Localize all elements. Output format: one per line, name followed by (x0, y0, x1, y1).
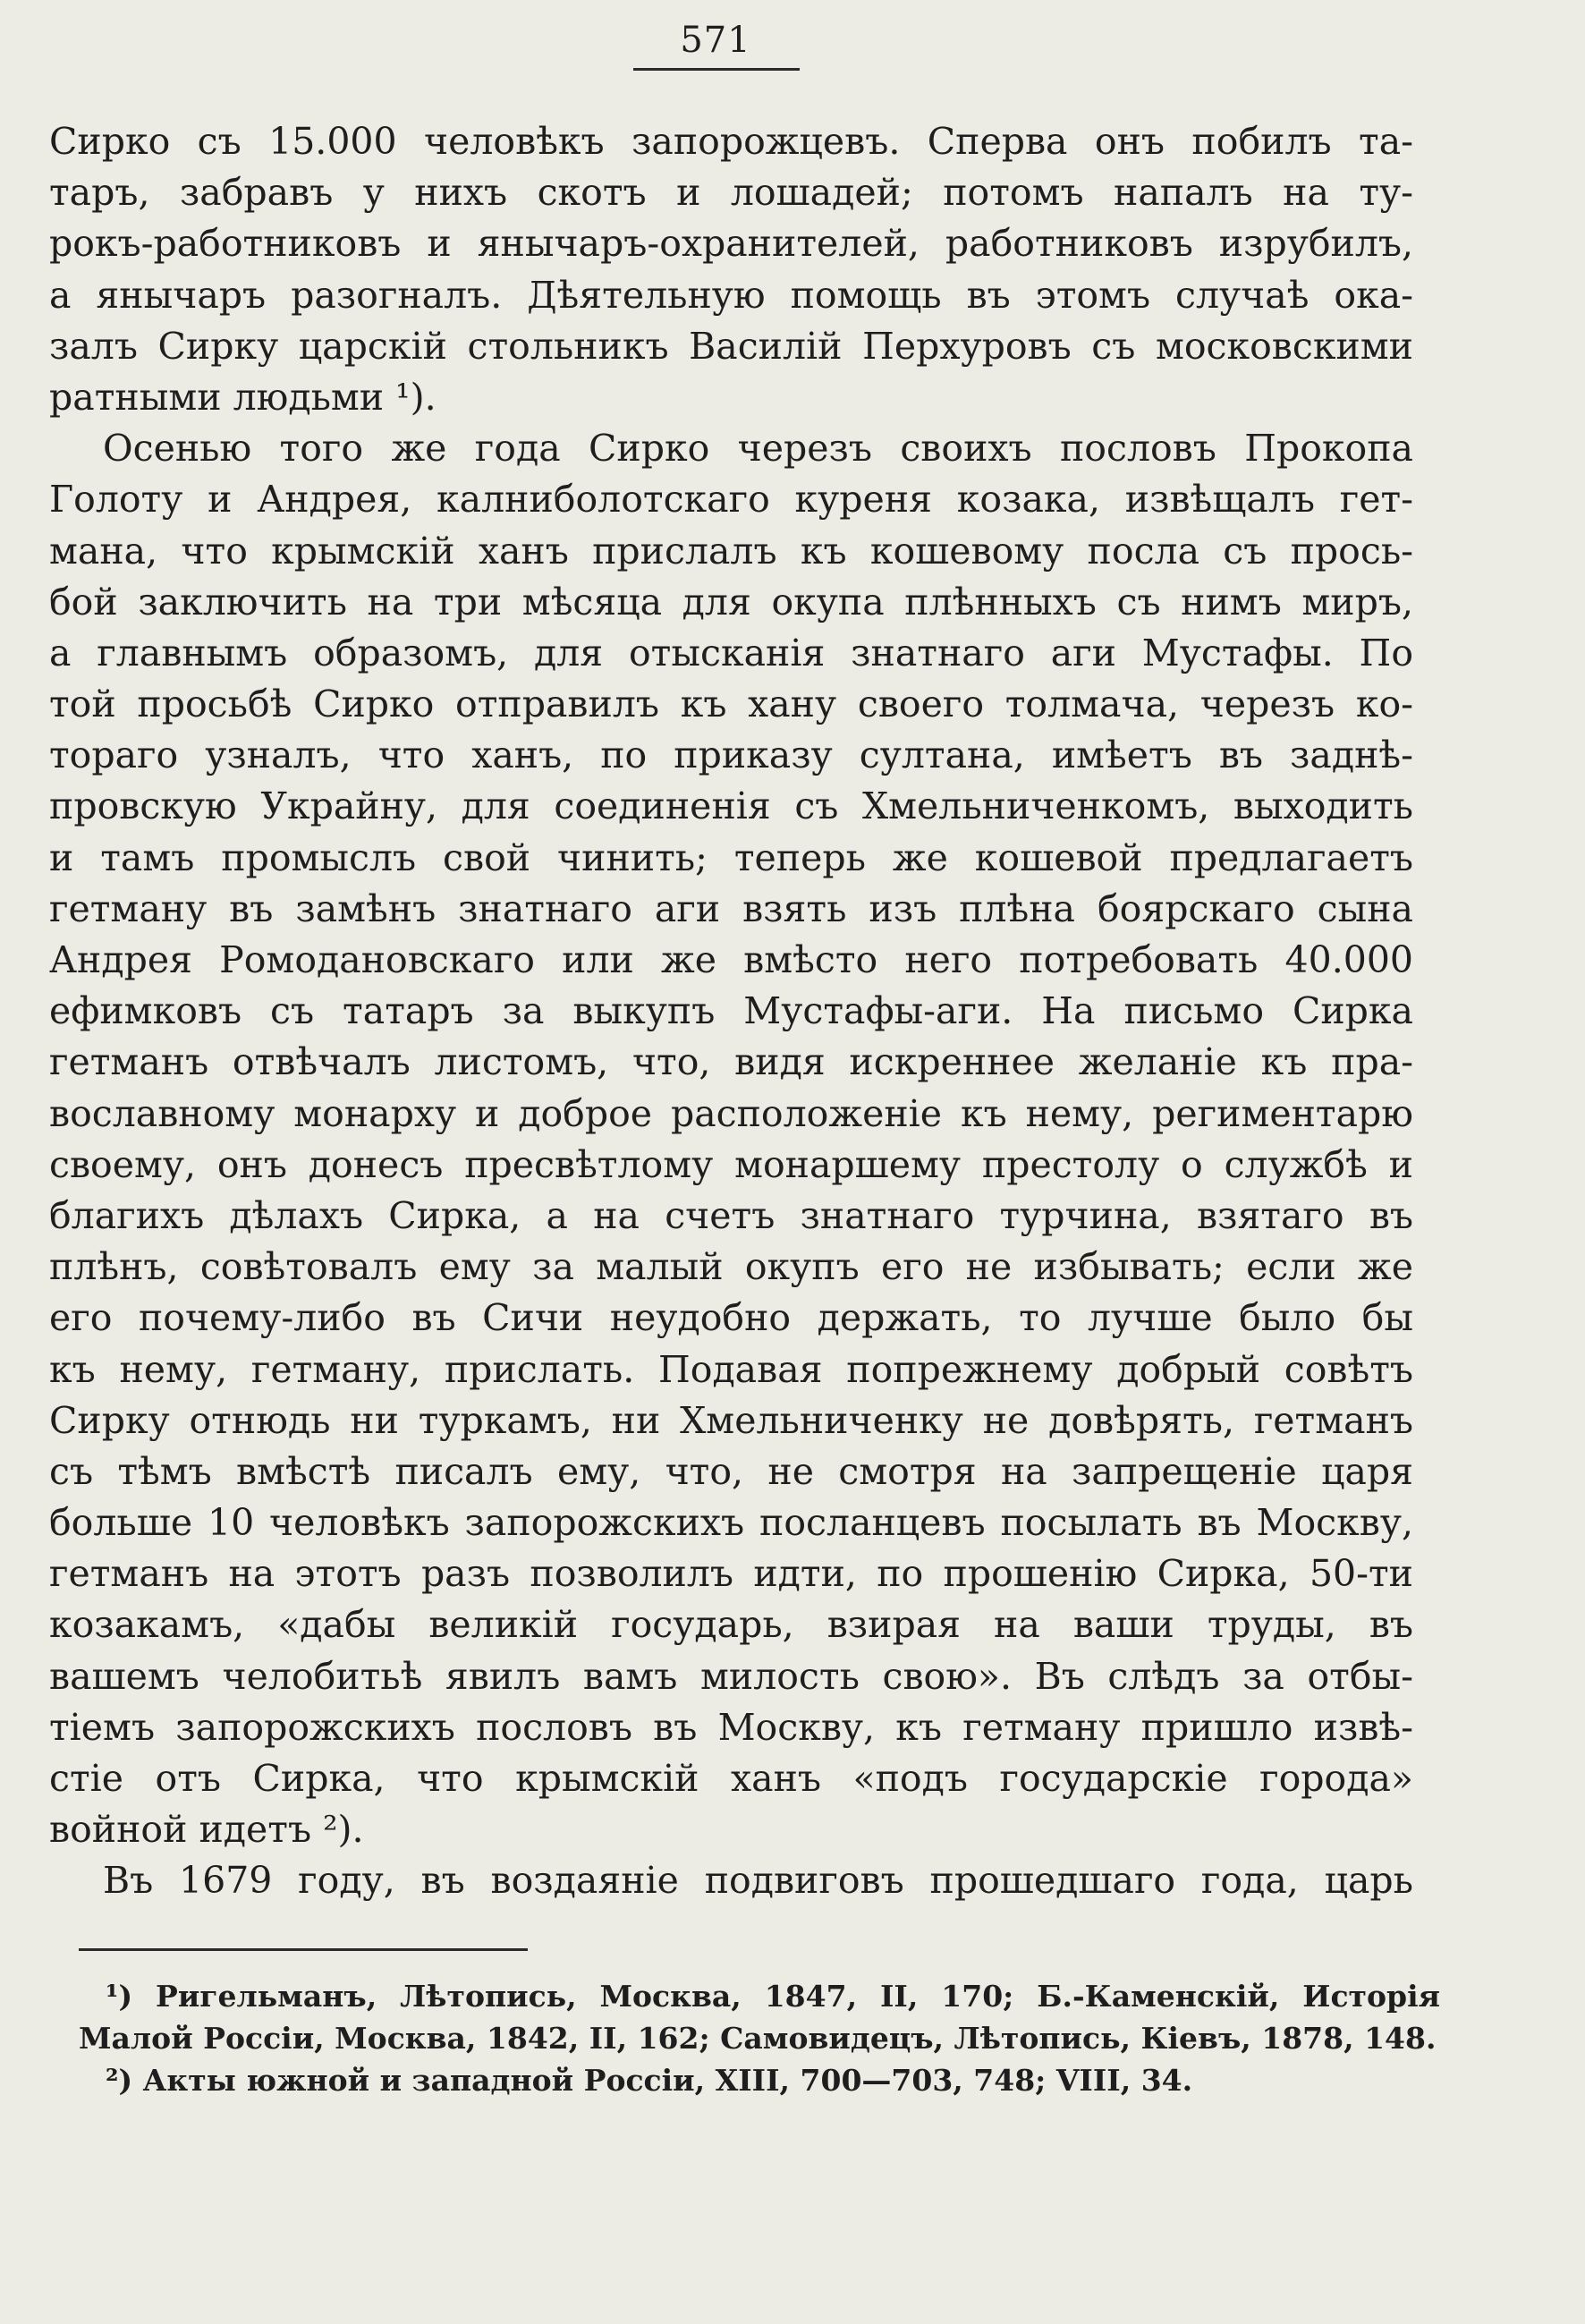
footnotes (79, 1975, 1440, 2101)
text-line: бой заключить на три мѣсяца для окупа плѣнныхъ съ нимъ миръ, (49, 580, 1413, 623)
text-line: плѣнъ, совѣтовалъ ему за малый окупъ его не избывать; если же (49, 1245, 1413, 1289)
text-line: своему, онъ донесъ пресвѣтлому монаршему престолу о службѣ и (49, 1142, 1413, 1186)
text-line: таръ, забравъ у нихъ скотъ и лошадей; потомъ напалъ на ту- (49, 171, 1413, 215)
text-line: его почему-либо въ Сичи неудобно держать, то лучше было бы (49, 1296, 1413, 1340)
text-line: ратными людьми ¹). (49, 375, 437, 419)
text-line: къ нему, гетману, прислать. Подавая попрежнему добрый совѣтъ (49, 1347, 1413, 1391)
text-line: и тамъ промыслъ свой чинить; теперь же кошевой предлагаетъ (49, 835, 1413, 879)
text-line: тіемъ запорожскихъ пословъ въ Москву, къ гетману пришло извѣ- (49, 1705, 1413, 1749)
footnote-line: ¹) Ригельманъ, Лѣтопись, Москва, 1847, II, 170; Б.-Каменскій, Исторія (106, 1979, 1440, 2014)
text-line: а янычаръ разогналъ. Дѣятельную помощь въ этомъ случаѣ ока- (49, 273, 1413, 317)
text-line: мана, что крымскій ханъ прислалъ къ кошевому посла съ прось- (49, 529, 1413, 573)
text-line: провскую Украйну, для соединенія съ Хмельниченкомъ, выходить (49, 785, 1413, 828)
footnote-line: ²) Акты южной и западной Россіи, XIII, 700—703, 748; VIII, 34. (106, 2063, 1193, 2098)
text-line: войной идетъ ²). (49, 1808, 364, 1852)
text-line: гетманъ отвѣчалъ листомъ, что, видя искреннее желаніе къ пра- (49, 1040, 1413, 1084)
paragraph-2 (49, 423, 1413, 1855)
text-line: стіе отъ Сирка, что крымскій ханъ «подъ государскіе города» (49, 1757, 1413, 1800)
text-line: козакамъ, «дабы великій государь, взирая на ваши труды, въ (49, 1603, 1413, 1647)
text-line: съ тѣмъ вмѣстѣ писалъ ему, что, не смотря на запрещеніе царя (49, 1449, 1413, 1493)
text-line: Осенью того же года Сирко черезъ своихъ пословъ Прокопа (103, 427, 1413, 471)
text-line: гетману въ замѣнъ знатнаго аги взять изъ плѣна боярскаго сына (49, 886, 1413, 930)
text-line: залъ Сирку царскій стольникъ Василій Перхуровъ съ московскими (49, 324, 1413, 368)
text-line: больше 10 человѣкъ запорожскихъ посланцевъ посылать въ Москву, (49, 1501, 1413, 1545)
text-line: Въ 1679 году, въ воздаяніе подвиговъ прошедшаго года, царь (103, 1859, 1413, 1903)
text-line: рокъ-работниковъ и янычаръ-охранителей, работниковъ изрубилъ, (49, 222, 1413, 266)
footnote-rule (79, 1948, 528, 1951)
text-line: Сирку отнюдь ни туркамъ, ни Хмельниченку не довѣрять, гетманъ (49, 1398, 1413, 1442)
footnote-2 (79, 2059, 1440, 2101)
header-rule (633, 68, 800, 71)
text-line: Сирко съ 15.000 человѣкъ запорожцевъ. Сперва онъ побилъ та- (49, 120, 1413, 163)
text-line: вашемъ челобитьѣ явилъ вамъ милость свою». Въ слѣдъ за отбы- (49, 1654, 1413, 1698)
text-line: ефимковъ съ татаръ за выкупъ Мустафы-аги. На письмо Сирка (49, 989, 1413, 1033)
text-line: гетманъ на этотъ разъ позволилъ идти, по прошенію Сирка, 50-ти (49, 1552, 1413, 1596)
page-number: 571 (680, 20, 751, 61)
text-line: вославному монарху и доброе расположеніе къ нему, региментарю (49, 1091, 1413, 1135)
text-line: благихъ дѣлахъ Сирка, а на счетъ знатнаго турчина, взятаго въ (49, 1193, 1413, 1237)
text-line: а главнымъ образомъ, для отысканія знатнаго аги Мустафы. По (49, 631, 1413, 674)
text-line: Голоту и Андрея, калниболотскаго куреня козака, извѣщалъ гет- (49, 478, 1413, 522)
paragraph-3 (49, 1855, 1413, 1906)
footnote-1 (79, 1975, 1440, 2059)
text-line: той просьбѣ Сирко отправилъ къ хану своего толмача, черезъ ко- (49, 683, 1413, 726)
text-line: тораго узналъ, что ханъ, по приказу султана, имѣетъ въ заднѣ- (49, 734, 1413, 777)
footnote-line: Малой Россіи, Москва, 1842, II, 162; Самовидецъ, Лѣтопись, Кіевъ, 1878, 148. (79, 2021, 1437, 2056)
body-text (49, 116, 1413, 1907)
paragraph-1 (49, 116, 1413, 423)
text-line: Андрея Ромодановскаго или же вмѣсто него потребовать 40.000 (49, 938, 1413, 981)
